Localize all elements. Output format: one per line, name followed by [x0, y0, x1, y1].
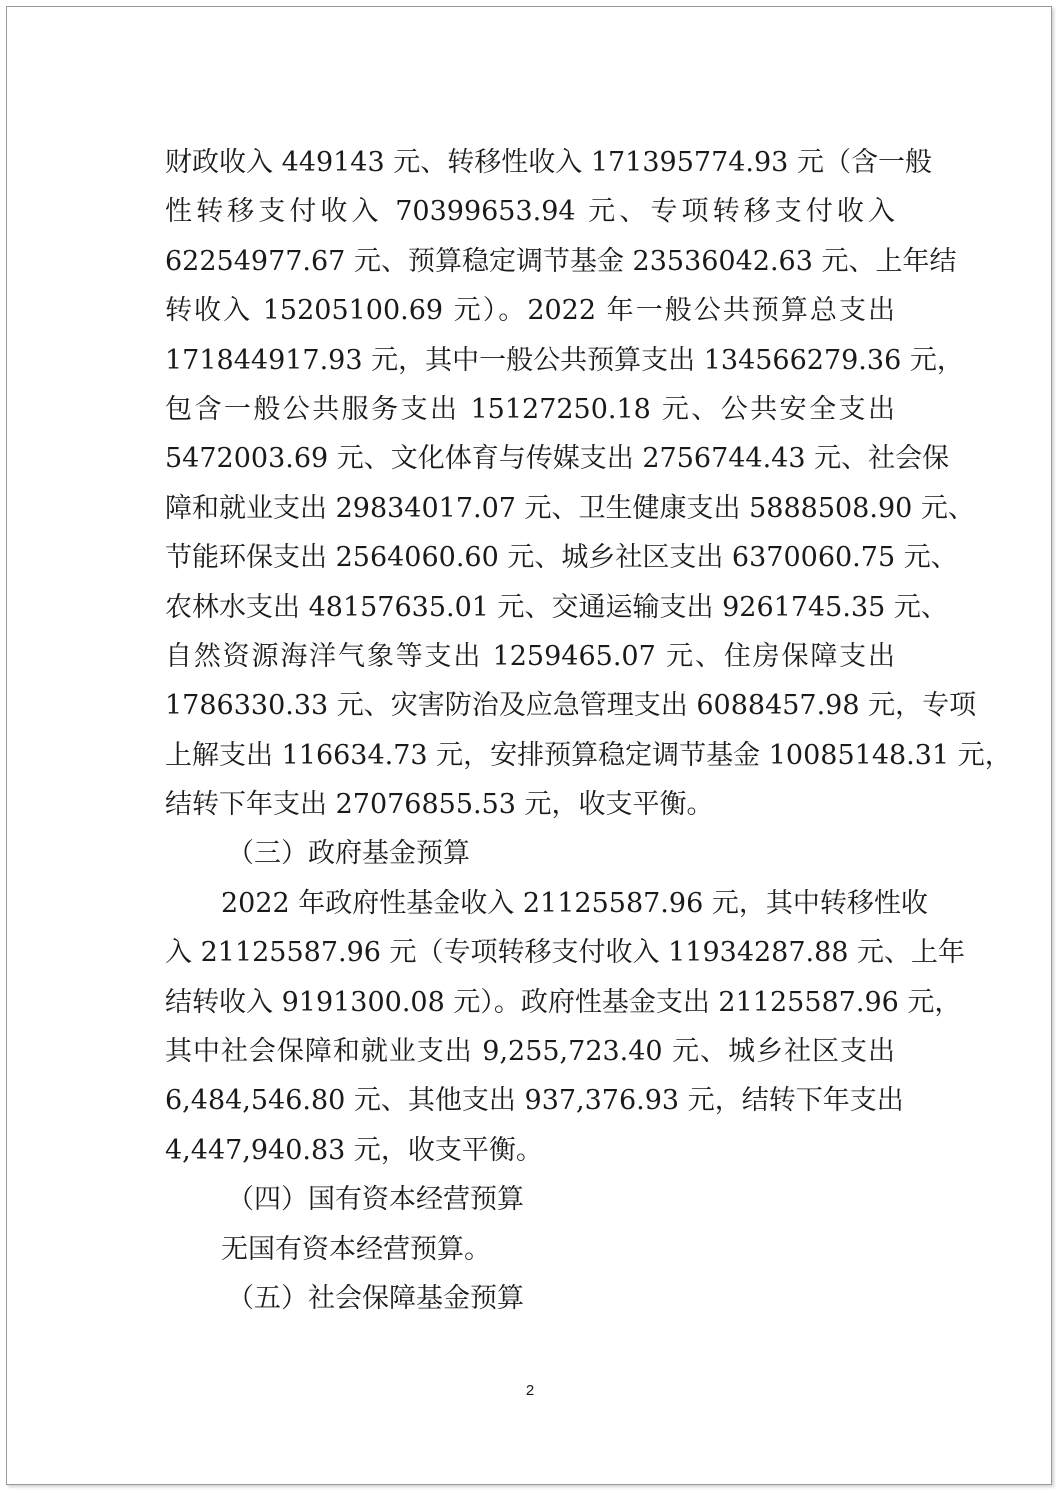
text-line: 5472003.69 元、文化体育与传媒支出 2756744.43 元、社会保 [165, 443, 950, 475]
text-line: 结转下年支出 27076855.53 元，收支平衡。 [165, 789, 714, 821]
text-line: 其中社会保障和就业支出 9,255,723.40 元、城乡社区支出 [165, 1036, 895, 1068]
text-line: 入 21125587.96 元（专项转移支付收入 11934287.88 元、上年 [165, 937, 966, 969]
section-heading-state-capital: （四）国有资本经营预算 [227, 1184, 524, 1216]
text-line: 无国有资本经营预算。 [221, 1233, 491, 1265]
text-line: 4,447,940.83 元，收支平衡。 [165, 1134, 543, 1166]
text-line: 性转移支付收入 70399653.94 元、专项转移支付收入 [165, 196, 895, 228]
text-line: 包含一般公共服务支出 15127250.18 元、公共安全支出 [165, 393, 895, 425]
text-line: 障和就业支出 29834017.07 元、卫生健康支出 5888508.90 元、 [165, 492, 975, 524]
text-line: 节能环保支出 2564060.60 元、城乡社区支出 6370060.75 元、 [165, 542, 958, 574]
text-line: 结转收入 9191300.08 元）。政府性基金支出 21125587.96 元， [165, 986, 962, 1018]
text-line: 自然资源海洋气象等支出 1259465.07 元、住房保障支出 [165, 640, 895, 672]
text-line: 转收入 15205100.69 元）。2022 年一般公共预算总支出 [165, 295, 895, 327]
text-line: 农林水支出 48157635.01 元、交通运输支出 9261745.35 元、 [165, 591, 948, 623]
text-line: 171844917.93 元，其中一般公共预算支出 134566279.36 元， [165, 344, 964, 376]
section-heading-social-security-fund: （五）社会保障基金预算 [227, 1282, 524, 1314]
text-line: 上解支出 116634.73 元，安排预算稳定调节基金 10085148.31 元， [165, 739, 1012, 771]
text-line: 1786330.33 元、灾害防治及应急管理支出 6088457.98 元，专项 [165, 690, 977, 722]
page-number: 2 [525, 1382, 535, 1399]
text-line: 62254977.67 元、预算稳定调节基金 23536042.63 元、上年结 [165, 245, 957, 277]
text-line: 2022 年政府性基金收入 21125587.96 元，其中转移性收 [221, 887, 928, 919]
text-line: 6,484,546.80 元、其他支出 937,376.93 元，结转下年支出 [165, 1085, 904, 1117]
section-heading-government-fund: （三）政府基金预算 [227, 838, 470, 870]
document-body [165, 138, 1012, 1323]
text-line: 财政收入 449143 元、转移性收入 171395774.93 元（含一般 [165, 147, 932, 178]
